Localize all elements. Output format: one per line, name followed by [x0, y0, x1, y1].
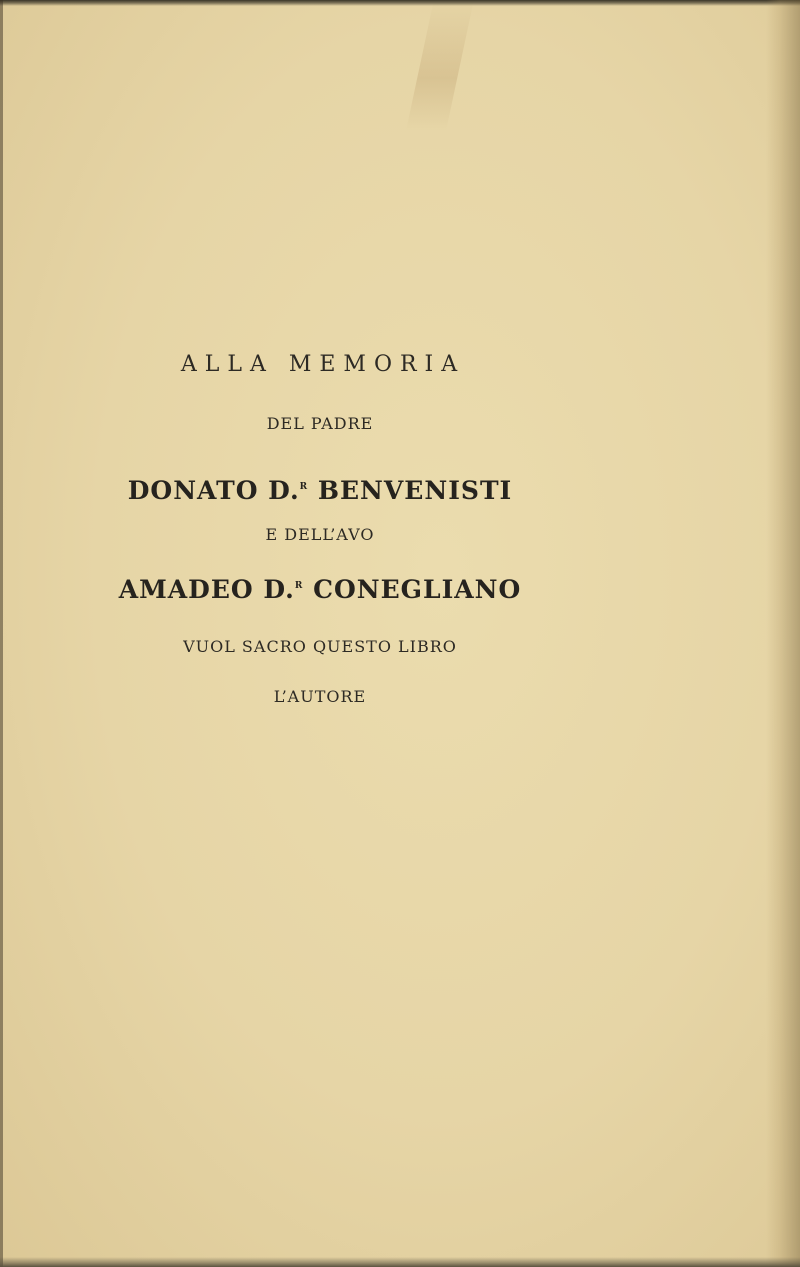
grandfather-title-superscript: R: [294, 581, 304, 591]
grandfather-surname: CONEGLIANO: [303, 575, 522, 604]
dedication-grandfather-label: E DELL’AVO: [265, 525, 375, 544]
page-bottom-edge: [0, 1257, 800, 1267]
father-title-superscript: R: [299, 482, 309, 492]
father-given-name: DONATO D.: [127, 476, 300, 505]
dedication-heading: ALLA MEMORIA: [180, 352, 466, 377]
father-name: [0, 476, 640, 505]
grandfather-given-name: AMADEO D.: [118, 575, 295, 604]
grandfather-name: [0, 575, 640, 604]
page-left-edge: [0, 0, 3, 1267]
dedication-statement: VUOL SACRO QUESTO LIBRO: [183, 637, 457, 656]
paper-stain: [406, 0, 474, 130]
dedication-author: L’AUTORE: [273, 687, 367, 706]
dedication-father-label: DEL PADRE: [266, 414, 374, 433]
page-right-edge: [766, 0, 800, 1267]
father-surname: BENVENISTI: [308, 476, 513, 505]
page-top-edge: [0, 0, 800, 6]
